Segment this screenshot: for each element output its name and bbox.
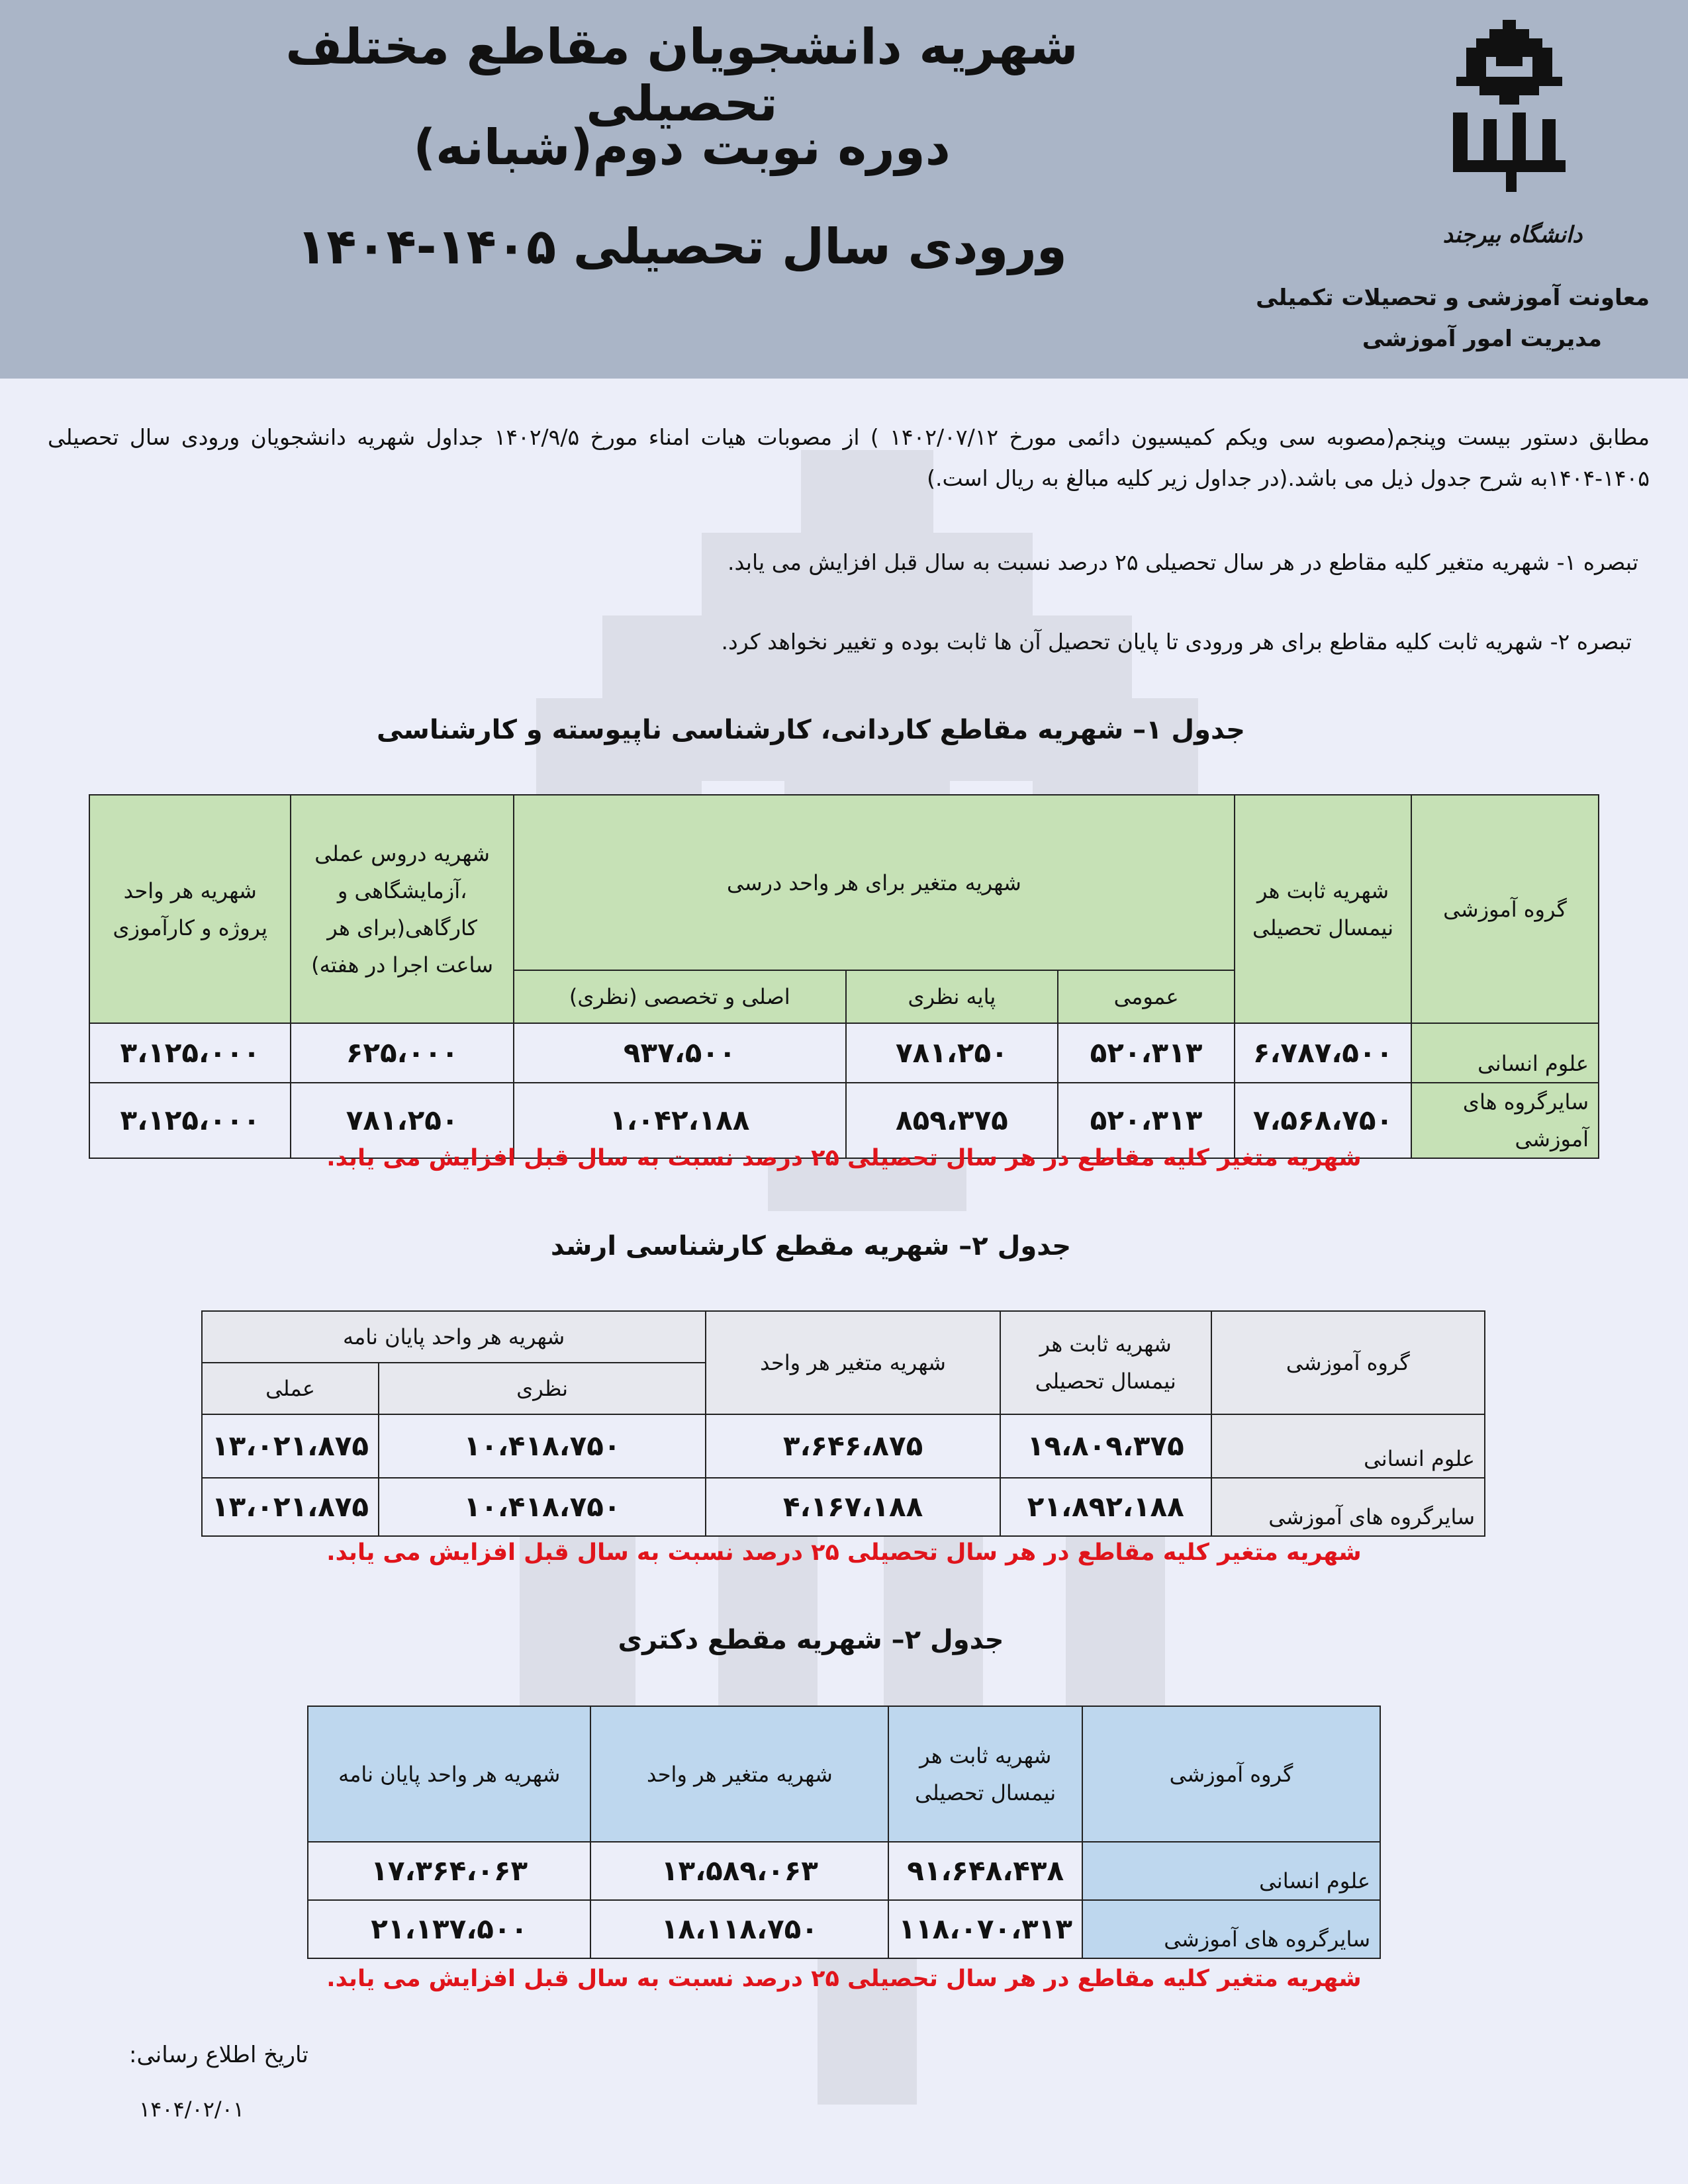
logo-emblem-icon <box>1453 20 1566 192</box>
header-band <box>0 0 1688 379</box>
logo-text: دانشگاه بیرجند <box>1442 222 1583 248</box>
t2-row2-practice: ۱۳،۰۲۱،۸۷۵ <box>202 1478 379 1536</box>
t3-header-variable: شهریه متغیر هر واحد <box>590 1706 888 1842</box>
table2-red-note: شهریه متغیر کلیه مقاطع در هر سال تحصیلی ۲۵ درصد نسبت به سال قبل افزایش می یابد. <box>326 1539 1362 1566</box>
page-title-line1: شهریه دانشجویان مقاطع مختلف تحصیلی <box>285 19 1078 132</box>
t1-row2-group: سایرگروه های آموزشی <box>1411 1083 1599 1158</box>
table1-red-note: شهریه متغیر کلیه مقاطع در هر سال تحصیلی ۲۵ درصد نسبت به سال قبل افزایش می یابد. <box>326 1145 1362 1171</box>
table3-red-note: شهریه متغیر کلیه مقاطع در هر سال تحصیلی ۲۵ درصد نسبت به سال قبل افزایش می یابد. <box>326 1966 1362 1992</box>
t2-row1-theory: ۱۰،۴۱۸،۷۵۰ <box>379 1414 706 1478</box>
t3-row1-variable: ۱۳،۵۸۹،۰۶۳ <box>590 1842 888 1900</box>
table2 <box>201 1310 1485 1537</box>
t1-header-group: گروه آموزشی <box>1411 795 1599 1023</box>
t1-header-basic: پایه نظری <box>846 970 1058 1023</box>
t1-row1-practical: ۶۲۵،۰۰۰ <box>291 1023 513 1083</box>
t1-row2-core: ۱،۰۴۲،۱۸۸ <box>514 1083 846 1158</box>
t1-header-fixed: شهریه ثابت هر نیمسال تحصیلی <box>1235 795 1411 1023</box>
t1-header-practical: شهریه دروس عملی ،آزمایشگاهی و کارگاهی(برای هر ساعت اجرا در هفته) <box>291 795 513 1023</box>
t3-row2-thesis: ۲۱،۱۳۷،۵۰۰ <box>308 1900 590 1958</box>
intro-paragraph: مطابق دستور بیست وپنجم(مصوبه سی ویکم کمیسیون دائمی مورخ ۱۴۰۲/۰۷/۱۲ ) از مصوبات هیات امناء مورخ ۱۴۰۲/۹/۵ جداول شهریه دانشجویان ورودی سال تحصیلی ۱۴۰۵-۱۴۰۴به شرح جدول ذیل می باشد.(در جداول زیر کلیه مبالغ به ریال است.) <box>48 424 1650 491</box>
t2-row2-fixed: ۲۱،۸۹۲،۱۸۸ <box>1000 1478 1211 1536</box>
t3-header-thesis: شهریه هر واحد پایان نامه <box>308 1706 590 1842</box>
t1-header-core: اصلی و تخصصی (نظری) <box>514 970 846 1023</box>
t1-row1-general: ۵۲۰،۳۱۳ <box>1058 1023 1235 1083</box>
department-line2: مدیریت امور آموزشی <box>1362 326 1602 352</box>
t2-header-practice: عملی <box>202 1363 379 1414</box>
t1-row1-project: ۳،۱۲۵،۰۰۰ <box>89 1023 291 1083</box>
table-row <box>202 1414 1485 1478</box>
t1-header-project: شهریه هر واحد پروژه و کارآموزی <box>89 795 291 1023</box>
t2-row1-fixed: ۱۹،۸۰۹،۳۷۵ <box>1000 1414 1211 1478</box>
t2-header-theory: نظری <box>379 1363 706 1414</box>
t1-row1-fixed: ۶،۷۸۷،۵۰۰ <box>1235 1023 1411 1083</box>
t1-row2-practical: ۷۸۱،۲۵۰ <box>291 1083 513 1158</box>
t3-row2-group: سایرگروه های آموزشی <box>1082 1900 1380 1958</box>
t2-header-variable: شهریه متغیر هر واحد <box>706 1311 1000 1414</box>
t1-header-variable: شهریه متغیر برای هر واحد درسی <box>514 795 1235 970</box>
t2-row1-group: علوم انسانی <box>1211 1414 1485 1478</box>
t2-header-group: گروه آموزشی <box>1211 1311 1485 1414</box>
t2-header-fixed: شهریه ثابت هر نیمسال تحصیلی <box>1000 1311 1211 1414</box>
table1 <box>89 794 1599 1159</box>
note-1: تبصره ۱- شهریه متغیر کلیه مقاطع در هر سال تحصیلی ۲۵ درصد نسبت به سال قبل افزایش می یابد. <box>727 549 1638 575</box>
department-line1: معاونت آموزشی و تحصیلات تکمیلی <box>1256 285 1650 311</box>
university-logo <box>1440 20 1579 218</box>
table2-title: جدول ۲– شهریه مقطع کارشناسی ارشد <box>550 1231 1072 1261</box>
table-row <box>202 1478 1485 1536</box>
page-title-line3: ورودی سال تحصیلی ۱۴۰۵-۱۴۰۴ <box>297 218 1067 275</box>
t3-header-group: گروه آموزشی <box>1082 1706 1380 1842</box>
table-row <box>308 1900 1380 1958</box>
table-row <box>89 1023 1599 1083</box>
t3-row2-variable: ۱۸،۱۱۸،۷۵۰ <box>590 1900 888 1958</box>
t2-row2-group: سایرگروه های آموزشی <box>1211 1478 1485 1536</box>
table3 <box>307 1706 1381 1959</box>
t3-row1-fixed: ۹۱،۶۴۸،۴۳۸ <box>888 1842 1082 1900</box>
t1-row1-core: ۹۳۷،۵۰۰ <box>514 1023 846 1083</box>
t1-row1-group: علوم انسانی <box>1411 1023 1599 1083</box>
table-row <box>308 1842 1380 1900</box>
t2-row2-theory: ۱۰،۴۱۸،۷۵۰ <box>379 1478 706 1536</box>
t3-row2-fixed: ۱۱۸،۰۷۰،۳۱۳ <box>888 1900 1082 1958</box>
t1-row2-general: ۵۲۰،۳۱۳ <box>1058 1083 1235 1158</box>
t1-row2-basic: ۸۵۹،۳۷۵ <box>846 1083 1058 1158</box>
t2-row2-variable: ۴،۱۶۷،۱۸۸ <box>706 1478 1000 1536</box>
t2-header-thesis: شهریه هر واحد پایان نامه <box>202 1311 706 1363</box>
page-title-line2: دوره نوبت دوم(شبانه) <box>413 119 951 176</box>
note-2: تبصره ۲- شهریه ثابت کلیه مقاطع برای هر ورودی تا پایان تحصیل آن ها ثابت بوده و تغییر نخواهد کرد. <box>721 629 1632 655</box>
table1-title: جدول ۱– شهریه مقاطع کاردانی، کارشناسی ناپیوسته و کارشناسی <box>377 715 1245 745</box>
t1-row1-basic: ۷۸۱،۲۵۰ <box>846 1023 1058 1083</box>
t3-row1-thesis: ۱۷،۳۶۴،۰۶۳ <box>308 1842 590 1900</box>
t2-row1-variable: ۳،۶۴۶،۸۷۵ <box>706 1414 1000 1478</box>
t3-row1-group: علوم انسانی <box>1082 1842 1380 1900</box>
t1-row2-fixed: ۷،۵۶۸،۷۵۰ <box>1235 1083 1411 1158</box>
t2-row1-practice: ۱۳،۰۲۱،۸۷۵ <box>202 1414 379 1478</box>
footer-date-value: ۱۴۰۴/۰۲/۰۱ <box>139 2097 245 2122</box>
footer-date-label: تاریخ اطلاع رسانی: <box>129 2042 308 2068</box>
table3-title: جدول ۲– شهریه مقطع دکتری <box>618 1625 1004 1655</box>
t1-row2-project: ۳،۱۲۵،۰۰۰ <box>89 1083 291 1158</box>
t1-header-general: عمومی <box>1058 970 1235 1023</box>
t3-header-fixed: شهریه ثابت هر نیمسال تحصیلی <box>888 1706 1082 1842</box>
